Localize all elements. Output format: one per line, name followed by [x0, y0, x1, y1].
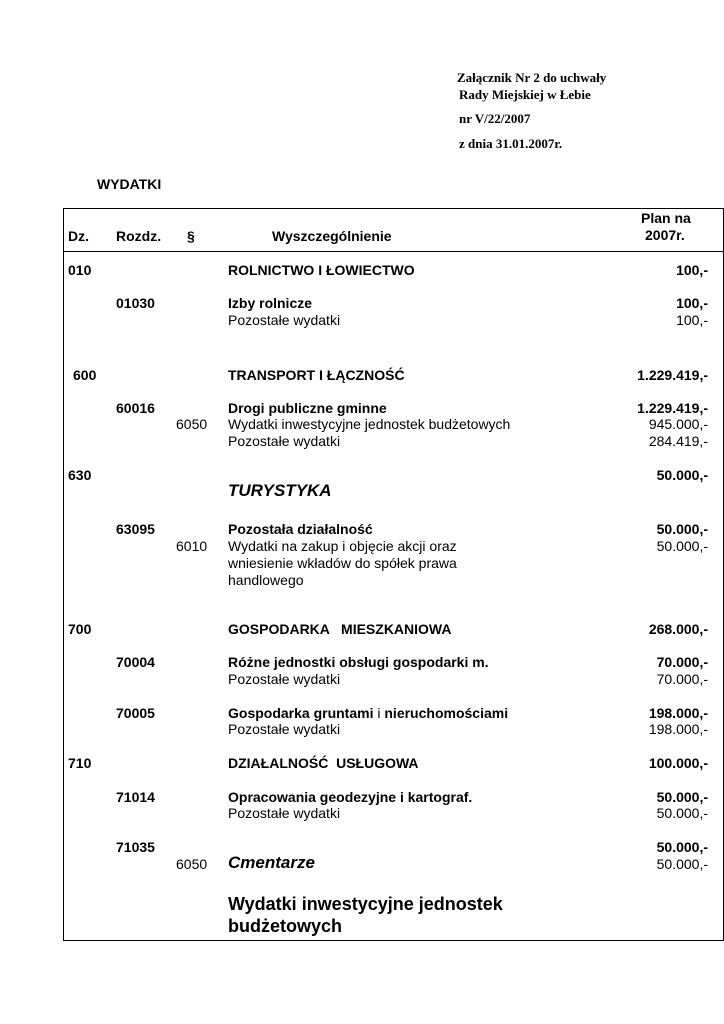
dz-name: ROLNICTWO I ŁOWIECTWO	[228, 262, 415, 278]
dz-amount: 268.000,-	[648, 621, 708, 637]
col-plan-line1: Plan na	[641, 210, 691, 226]
dz-name: TRANSPORT I ŁĄCZNOŚĆ	[228, 367, 405, 383]
item-amount: 70.000,-	[656, 671, 708, 687]
dz-amount: 100.000,-	[648, 755, 708, 771]
item-amount: 50.000,-	[656, 538, 708, 554]
dz-code: 600	[73, 367, 97, 383]
rozdz-amount: 100,-	[676, 295, 708, 311]
rozdz-amount: 50.000,-	[656, 839, 708, 855]
dz-name: TURYSTYKA	[228, 481, 332, 500]
rozdz-name: Cmentarze	[228, 853, 315, 872]
item-name: Pozostałe wydatki	[228, 312, 341, 328]
col-plan-line2: 2007r.	[645, 227, 685, 243]
rozdz-name: Pozostała działalność	[228, 521, 373, 537]
rozdz-code: 71014	[116, 789, 155, 805]
resolution-date: z dnia 31.01.2007r.	[459, 136, 563, 151]
rozdz-code: 71035	[116, 839, 155, 855]
item-amount: 198.000,-	[648, 721, 708, 737]
col-rozdz: Rozdz.	[116, 228, 162, 244]
item-amount: 50.000,-	[656, 805, 708, 821]
rozdz-name-part2: i	[377, 705, 381, 721]
rozdz-amount: 198.000,-	[648, 705, 708, 721]
paragraph-code: 6010	[176, 538, 208, 554]
rozdz-code: 63095	[116, 521, 155, 537]
rozdz-amount: 50.000,-	[656, 521, 708, 537]
item-name-line1: Wydatki inwestycyjne jednostek	[228, 894, 503, 914]
item-name-line2: budżetowych	[228, 916, 343, 936]
rozdz-name: Opracowania geodezyjne i kartograf.	[228, 789, 473, 805]
rozdz-amount: 1.229.419,-	[637, 400, 708, 416]
item-name-line3: handlowego	[228, 572, 304, 588]
dz-name: GOSPODARKA MIESZKANIOWA	[228, 621, 452, 637]
rozdz-name: Izby rolnicze	[228, 295, 313, 311]
section-title: WYDATKI	[97, 176, 162, 192]
attachment-title: Załącznik Nr 2 do uchwały	[457, 70, 607, 85]
dz-amount: 50.000,-	[656, 467, 708, 483]
dz-code: 710	[68, 755, 92, 771]
col-paragraph: §	[187, 228, 195, 244]
paragraph-code: 6050	[176, 416, 208, 432]
item-amount: 284.419,-	[648, 433, 708, 449]
paragraph-code: 6050	[176, 856, 208, 872]
item-name-line1: Wydatki na zakup i objęcie akcji oraz	[228, 538, 457, 554]
item-amount: 100,-	[676, 312, 708, 328]
rozdz-name: Różne jednostki obsługi gospodarki m.	[228, 654, 489, 670]
expenses-table	[63, 208, 724, 941]
rozdz-name	[228, 705, 508, 722]
rozdz-name-part3: nieruchomościami	[380, 705, 509, 721]
col-dz: Dz.	[68, 228, 89, 244]
dz-amount: 1.229.419,-	[637, 367, 708, 383]
item-name: Pozostałe wydatki	[228, 671, 341, 687]
item-name: Pozostałe wydatki	[228, 433, 341, 449]
item-name-line2: wniesienie wkładów do spółek prawa	[228, 555, 457, 571]
council-name: Rady Miejskiej w Łebie	[459, 87, 591, 102]
rozdz-code: 70004	[116, 654, 155, 670]
rozdz-code: 01030	[116, 295, 155, 311]
rozdz-code: 60016	[116, 400, 155, 416]
rozdz-name-part1: Gospodarka gruntami	[228, 705, 378, 721]
item-name: Pozostałe wydatki	[228, 721, 341, 737]
rozdz-name: Drogi publiczne gminne	[228, 400, 387, 416]
dz-code: 700	[68, 621, 92, 637]
resolution-number: nr V/22/2007	[459, 111, 531, 126]
item-name: Pozostałe wydatki	[228, 805, 341, 821]
item-name: Wydatki inwestycyjne jednostek budżetowych	[228, 416, 511, 432]
rozdz-amount: 50.000,-	[656, 789, 708, 805]
dz-code: 630	[68, 467, 92, 483]
dz-code: 010	[68, 262, 92, 278]
rozdz-amount: 70.000,-	[656, 654, 708, 670]
rozdz-code: 70005	[116, 705, 155, 721]
dz-name: DZIAŁALNOŚĆ USŁUGOWA	[228, 755, 419, 771]
item-amount: 945.000,-	[648, 416, 708, 432]
header-divider	[63, 251, 724, 252]
dz-amount: 100,-	[676, 262, 708, 278]
col-description: Wyszczególnienie	[272, 228, 392, 244]
item-amount: 50.000,-	[656, 856, 708, 872]
